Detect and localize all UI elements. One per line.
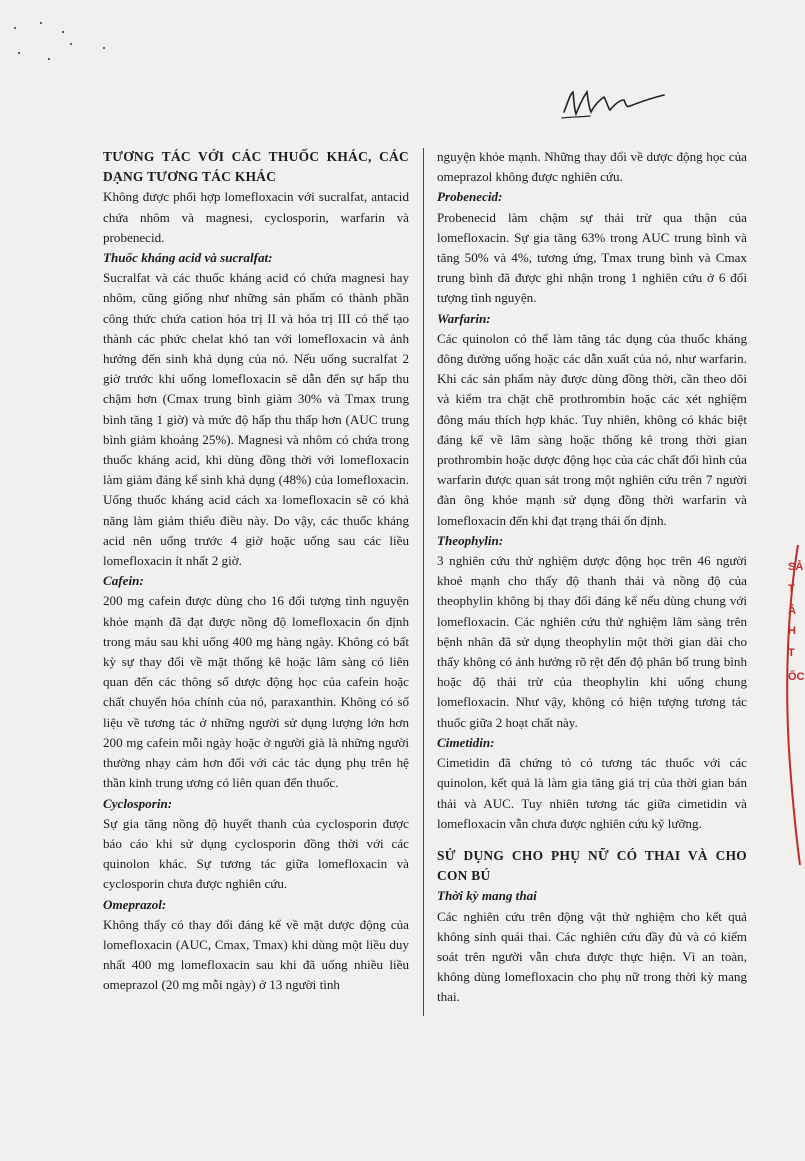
column-divider	[423, 148, 424, 1016]
heading-interactions: TƯƠNG TÁC VỚI CÁC THUỐC KHÁC, CÁC DẠNG TƯƠNG TÁC KHÁC	[103, 149, 409, 185]
subheading-pregnancy-period: Thời kỳ mang thai	[437, 888, 537, 904]
subheading-cimetidin: Cimetidin:	[437, 734, 495, 750]
subheading-antacid: Thuốc kháng acid và sucralfat:	[103, 250, 273, 266]
stamp-char: Â	[788, 605, 796, 617]
red-stamp-edge	[784, 545, 805, 865]
heading-pregnancy: SỬ DỤNG CHO PHỤ NỮ CÓ THAI VÀ CHO CON BÚ	[437, 847, 747, 884]
pregnancy-paragraph: Các nghiên cứu trên động vật thử nghiệm cho kết quả không sinh quái thai. Các nghiên cứu đầy đủ và có kiểm soát trên người vẫn chưa được thực hiện. Vì an toàn, không dùng lomefloxacin cho phụ nữ trong thời kỳ mang thai.	[437, 908, 747, 1005]
stamp-char: H	[788, 625, 796, 637]
stamp-char: SẢ	[788, 561, 804, 573]
subheading-theophylin: Theophylin:	[437, 532, 504, 548]
left-column	[103, 147, 409, 996]
subheading-warfarin: Warfarin:	[437, 310, 491, 326]
subheading-omeprazol: Omeprazol:	[103, 896, 167, 912]
omeprazol-paragraph: Không thấy có thay đổi đáng kể về mặt dược động của lomefloxacin (AUC, Cmax, Tmax) khi dùng một liều duy nhất 400 mg lomefloxacin sau khi đã uống nhiều liều omeprazol (20 mg mỗi ngày) ở 13 người tình	[103, 916, 409, 993]
subheading-cafein: Cafein:	[103, 573, 144, 589]
subheading-cyclosporin: Cyclosporin:	[103, 795, 173, 811]
cafein-paragraph: 200 mg cafein được dùng cho 16 đối tượng tình nguyện khỏe mạnh đã đạt được nồng độ lomefloxacin ổn định trong máu sau khi uống 400 mg hàng ngày. Không có bất kỳ sự thay đổi về mặt thống kê hoặc lâm sàng có liên quan đến các thông số dược động học của cafein hoặc chất chuyển hóa chính của nó, paraxanthin. Không có số liệu về tương tác ở những người sử dụng lượng lớn hơn 200 mg cafein mỗi ngày hoặc ở người già là những người thường nhạy cảm hơn đối với các tác dụng phụ trên hệ thần kinh trung ương có liên quan đến thuốc.	[103, 593, 409, 791]
omeprazol-continuation: nguyện khỏe mạnh. Những thay đổi về dược động học của omeprazol không được nghiên cứu.	[437, 149, 747, 185]
cimetidin-paragraph: Cimetidin đã chứng tỏ có tương tác thuốc với các quinolon, kết quả là làm gia tăng giá trị của thời gian bán thải và AUC. Tuy nhiên tương tác giữa cimetidin và lomefloxacin vẫn chưa được nghiên cứu kỹ lưỡng.	[437, 755, 747, 831]
stamp-char: ỐC	[788, 671, 805, 683]
stamp-char: T	[788, 647, 795, 659]
antacid-paragraph: Sucralfat và các thuốc kháng acid có chứa magnesi hay nhôm, cũng giống như những sản phẩm có thành phần công thức chứa cation hóa trị II và hóa trị III có thể tạo thành các phức chelat khó tan với lomefloxacin và ảnh hưởng đến sinh khả dụng của nó. Nếu uống sucralfat 2 giờ trước khi uống lomefloxacin sẽ dẫn đến sự hấp thu chậm hơn (Cmax trung bình giảm 30% và Tmax trung bình tăng 1 giờ) và mức độ hấp thu thấp hơn (AUC trung bình giảm khoảng 25%). Magnesi và nhôm có chứa trong thuốc kháng acid, khi dùng đồng thời với lomefloxacin làm giảm đáng kể sinh khả dụng (48%) của lomefloxacin. Uống thuốc kháng acid cách xa lomefloxacin sẽ có khả năng làm giảm thiểu điều này. Do vậy, các thuốc kháng acid nên uống trước 4 giờ hoặc uống sau các liều lomefloxacin ít nhất 2 giờ.	[103, 270, 409, 569]
subheading-probenecid: Probenecid:	[437, 189, 503, 205]
stamp-char: T	[788, 583, 795, 595]
probenecid-paragraph: Probenecid làm chậm sự thải trừ qua thận của lomefloxacin. Sự gia tăng 63% trong AUC trung bình và tăng 50% và 4%, tương ứng, Tmax trung bình và Cmax trung bình đã được ghi nhận trong 1 nghiên cứu ở 6 đối tượng tình nguyện.	[437, 209, 747, 306]
warfarin-paragraph: Các quinolon có thể làm tăng tác dụng của thuốc kháng đông đường uống hoặc các dẫn xuất của nó, như warfarin. Khi các sản phẩm này được dùng đồng thời, cần theo dõi và kiểm tra chặt chẽ prothrombin hoặc các xét nghiệm đông máu thích hợp khác. Tuy nhiên, không có khác biệt đáng kể về lâm sàng hoặc thống kê trong thời gian prothrombin hoặc dược động học của các chất đối hình của warfarin được quan sát trong một nghiên cứu trên 7 người đàn ông khỏe mạnh sử dụng đồng thời warfarin và lomefloxacin đến khi đạt trạng thái ổn định.	[437, 330, 747, 528]
intro-paragraph: Không được phối hợp lomefloxacin với sucralfat, antacid chứa nhôm và magnesi, cyclosporin, warfarin và probenecid.	[103, 189, 409, 245]
cyclosporin-paragraph: Sự gia tăng nồng độ huyết thanh của cyclosporin được báo cáo khi sử dụng cyclosporin đồng thời với các quinolon khác. Sự tương tác giữa lomefloxacin và cyclosporin chưa được nghiên cứu.	[103, 815, 409, 892]
right-column	[437, 147, 747, 1008]
theophylin-paragraph: 3 nghiên cứu thử nghiệm dược động học trên 46 người khoẻ mạnh cho thấy độ thanh thải và nồng độ của theophylin không bị thay đổi đáng kể nếu dùng chung với lomefloxacin. Các nghiên cứu thử nghiệm lâm sàng trên bệnh nhân đã sử dụng theophylin một thời gian dài cho thấy không có ảnh hưởng rõ rệt đến độ phân bố trung bình hoặc độ thải trừ của theophylin khi uống chung lomefloxacin. Như vậy, không có hiện tượng tương tác thuốc giữa 2 hoạt chất này.	[437, 553, 747, 730]
handwritten-signature	[560, 88, 670, 129]
